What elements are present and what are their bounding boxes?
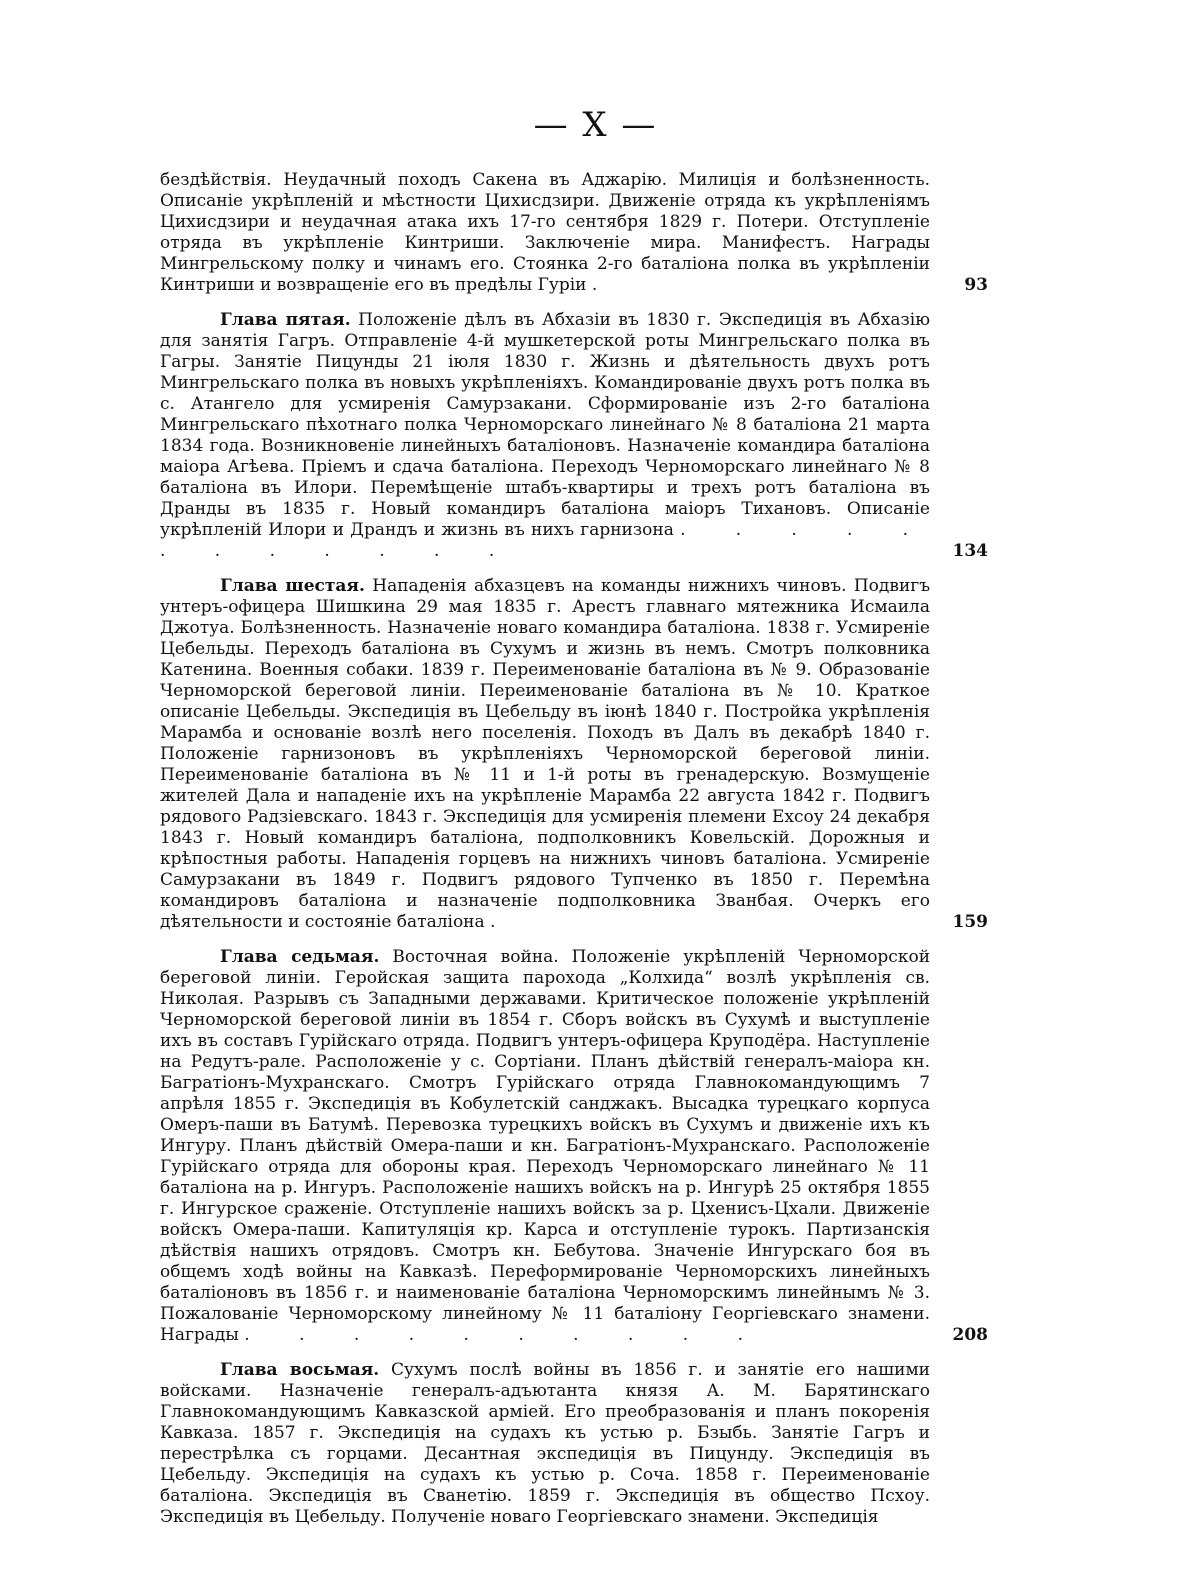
chapter-title: Глава шестая. [220, 576, 365, 596]
entry-body [160, 1360, 930, 1528]
toc-entry-chapter-8 [160, 1360, 930, 1528]
chapter-title: Глава восьмая. [220, 1360, 380, 1380]
entry-page-number: 134 [952, 541, 988, 561]
page-number: — X — [533, 105, 658, 145]
entry-description: Восточная война. Положеніе укрѣпленій Черноморской береговой линіи. Геройская защита парохода „Колхида“ возлѣ укрѣпленія св. Николая. Разрывъ съ Западными державами. Критическое положеніе укрѣпленій Черноморской береговой линіи въ 1854 г. Сборъ войскъ въ Сухумѣ и выступленіе ихъ въ составъ Гурійскаго отряда. Подвигъ унтеръ-офицера Круподёра. Наступленіе на Редутъ-рале. Расположеніе у с. Сортіани. Планъ дѣйствій генералъ-маіора кн. Багратіонъ-Мухранскаго. Смотръ Гурійскаго отряда Главнокомандующимъ 7 апрѣля 1855 г. Экспедиція въ Кобулетскій санджакъ. Высадка турецкаго корпуса Омеръ-паши въ Батумѣ. Перевозка турецкихъ войскъ въ Сухумъ и движеніе ихъ къ Ингуру. Планъ дѣйствій Омера-паши и кн. Багратіонъ-Мухранскаго. Расположеніе Гурійскаго отряда для обороны края. Переходъ Черноморскаго линейнаго № 11 баталіона на р. Ингуръ. Расположеніе нашихъ войскъ на р. Ингурѣ 25 октября 1855 г. Ингурское сраженіе. Отступленіе нашихъ войскъ за р. Цхенисъ-Цхали. Движеніе войскъ Омера-паши. Капитуляція кр. Карса и отступленіе турокъ. Партизанскія дѣйствія нашихъ отрядовъ. Смотръ кн. Бебутова. Значеніе Ингурскаго боя въ общемъ ходѣ войны на Кавказѣ. Переформированіе Черноморскихъ линейныхъ баталіоновъ въ 1856 г. и наименованіе баталіона Черноморскимъ линейнымъ № 3. Пожалованіе Черноморскому линейному № 11 баталіону Георгіевскаго знамени. Награды [160, 947, 931, 1345]
entry-body [160, 310, 930, 562]
toc-entry-chapter-7 [160, 947, 988, 1346]
entry-page-number: 208 [952, 1325, 988, 1345]
toc-entry-continuation [160, 170, 988, 296]
leader-dots: . [591, 275, 620, 295]
entry-body [160, 576, 930, 933]
chapter-title: Глава седьмая. [220, 947, 380, 967]
leader-dots: . . . . . . . . . . [244, 1325, 765, 1345]
entry-description: Нападенія абхазцевъ на команды нижнихъ чиновъ. Подвигъ унтеръ-офицера Шишкина 29 мая 1835 г. Арестъ главнаго мятежника Исмаила Джотуа. Болѣзненность. Назначеніе новаго командира баталіона. 1838 г. Усмиреніе Цебельды. Переходъ баталіона въ Сухумъ и жизнь въ немъ. Смотръ полковника Катенина. Военныя собаки. 1839 г. Переименованіе баталіона въ № 9. Образованіе Черноморской береговой линіи. Переименованіе баталіона въ № 10. Краткое описаніе Цебельды. Экспедиція въ Цебельду въ іюнѣ 1840 г. Постройка укрѣпленія Марамба и основаніе возлѣ него поселенія. Походъ въ Далъ въ декабрѣ 1840 г. Положеніе гарнизоновъ въ укрѣпленіяхъ Черноморской береговой линіи. Переименованіе баталіона въ № 11 и 1-й роты въ гренадерскую. Возмущеніе жителей Дала и нападеніе ихъ на укрѣпленіе Марамба 22 августа 1842 г. Подвигъ рядового Радзіевскаго. 1843 г. Экспедиція для усмиренія племени Ехсоу 24 декабря 1843 г. Новый командиръ баталіона, подполковникъ Ковельскій. Дорожныя и крѣпостныя работы. Нападенія горцевъ на нижнихъ чиновъ баталіона. Усмиреніе Самурзакани въ 1849 г. Подвигъ рядового Тупченко въ 1850 г. Перемѣна командировъ баталіона и назначеніе подполковника Званбая. Очеркъ его дѣятельности и состояніе баталіона [160, 576, 931, 932]
entry-description: бездѣйствія. Неудачный походъ Сакена въ Аджарію. Милиція и болѣзненность. Описаніе укрѣпленій и мѣстности Цихисдзири. Движеніе отряда къ укрѣпленіямъ Цихисдзири и неудачная атака ихъ 17-го сентября 1829 г. Потери. Отступленіе отряда въ укрѣпленіе Кинтриши. Заключеніе мира. Манифестъ. Награды Мингрельскому полку и чинамъ его. Стоянка 2-го баталіона полка въ укрѣпленіи Кинтриши и возвращеніе его въ предѣлы Гуріи [160, 170, 930, 295]
chapter-title: Глава пятая. [220, 310, 351, 330]
leader-dots: . [490, 912, 518, 932]
entry-body [160, 170, 930, 296]
entry-page-number: 159 [952, 912, 988, 932]
entry-body [160, 947, 930, 1346]
toc-content [160, 170, 988, 1542]
entry-description: Сухумъ послѣ войны въ 1856 г. и занятіе его нашими войсками. Назначеніе генералъ-адъютанта князя А. М. Барятинскаго Главнокомандующимъ Кавказской арміей. Его преобразованія и планъ покоренія Кавказа. 1857 г. Экспедиція на судахъ къ устью р. Бзыбь. Занятіе Гагръ и перестрѣлка съ горцами. Десантная экспедиція въ Пицунду. Экспедиція въ Цебельду. Экспедиція на судахъ къ устью р. Соча. 1858 г. Переименованіе баталіона. Экспедиція въ Сванетію. 1859 г. Экспедиція въ общество Псхоу. Экспедиція въ Цебельду. Полученіе новаго Георгіевскаго знамени. Экспедиція [160, 1360, 930, 1527]
entry-description: Положеніе дѣлъ въ Абхазіи въ 1830 г. Экспедиція въ Абхазію для занятія Гагръ. Отправленіе 4-й мушкетерской роты Мингрельскаго полка въ Гагры. Занятіе Пицунды 21 іюля 1830 г. Жизнь и дѣятельность двухъ ротъ Мингрельскаго полка въ новыхъ укрѣпленіяхъ. Командированіе двухъ ротъ полка въ с. Атангело для усмиренія Самурзакани. Сформированіе изъ 2-го баталіона Мингрельскаго пѣхотнаго полка Черноморскаго линейнаго № 8 баталіона 21 марта 1834 года. Возникновеніе линейныхъ баталіоновъ. Назначеніе командира баталіона маіора Агѣева. Пріемъ и сдача баталіона. Переходъ Черноморскаго линейнаго № 8 баталіона въ Илори. Перемѣщеніе штабъ-квартиры и трехъ ротъ баталіона въ Дранды въ 1835 г. Новый командиръ баталіона маіоръ Тихановъ. Описаніе укрѣпленій Илори и Драндъ и жизнь въ нихъ гарнизона [160, 310, 931, 540]
entry-page-number: 93 [964, 275, 988, 295]
toc-entry-chapter-5 [160, 310, 988, 562]
leader-dots: . . . . . . . . . . . . [160, 520, 931, 561]
toc-entry-chapter-6 [160, 576, 988, 933]
